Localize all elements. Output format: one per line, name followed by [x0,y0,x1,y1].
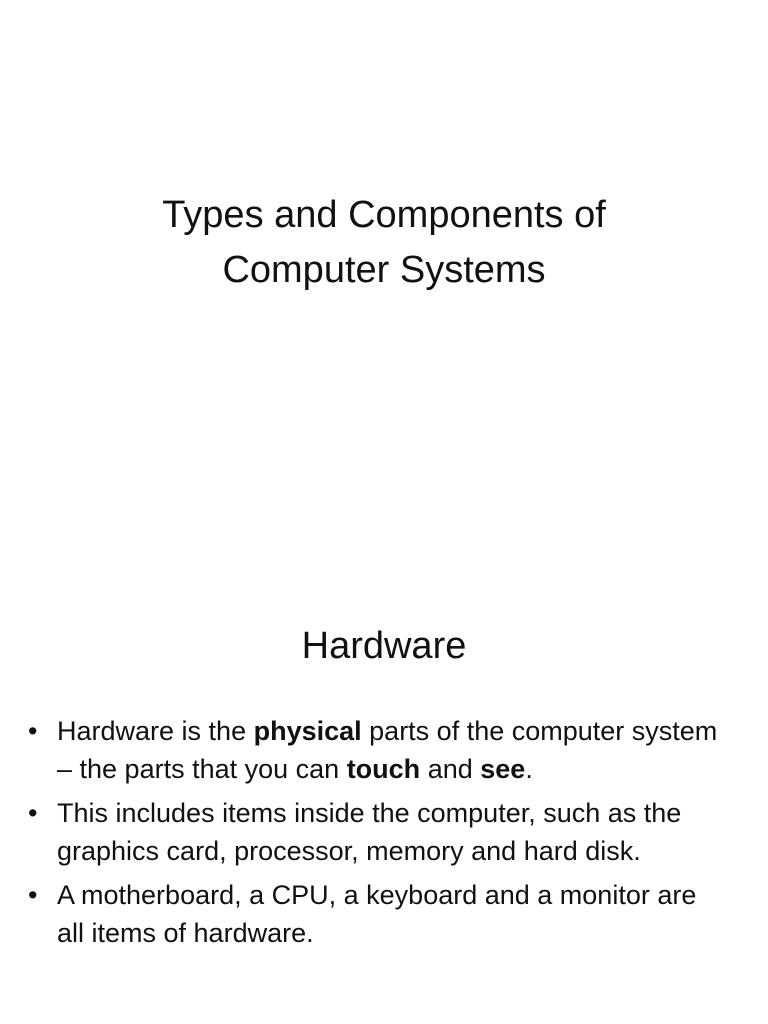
title-line-1: Types and Components of [162,194,606,236]
bullet-1-text-b: parts of the computer system – the parts that you can [57,716,718,784]
bullet-2-text: This includes items inside the computer, such as the graphics card, processor, memory and hard disk. [57,798,682,866]
bullet-list [28,712,728,958]
bullet-1-text-d: . [525,754,533,784]
bullet-item-3 [28,876,728,952]
bullet-1-bold-physical: physical [253,716,362,746]
bullet-1-bold-see: see [480,754,526,784]
bullet-icon: • [28,716,38,746]
bullet-item-1 [28,712,728,788]
bullet-3-text: A motherboard, a CPU, a keyboard and a monitor are all items of hardware. [57,880,697,948]
bullet-1-bold-touch: touch [346,754,421,784]
title-line-2: Computer Systems [222,249,546,291]
bullet-icon: • [28,880,38,910]
bullet-1-text-a: Hardware is the [57,716,254,746]
bullet-item-2 [28,794,728,870]
bullet-1-text-c: and [420,754,481,784]
slide-title-heading [0,188,768,298]
hardware-heading: Hardware [301,625,467,667]
bullet-icon: • [28,798,38,828]
slide-hardware [0,512,768,1024]
